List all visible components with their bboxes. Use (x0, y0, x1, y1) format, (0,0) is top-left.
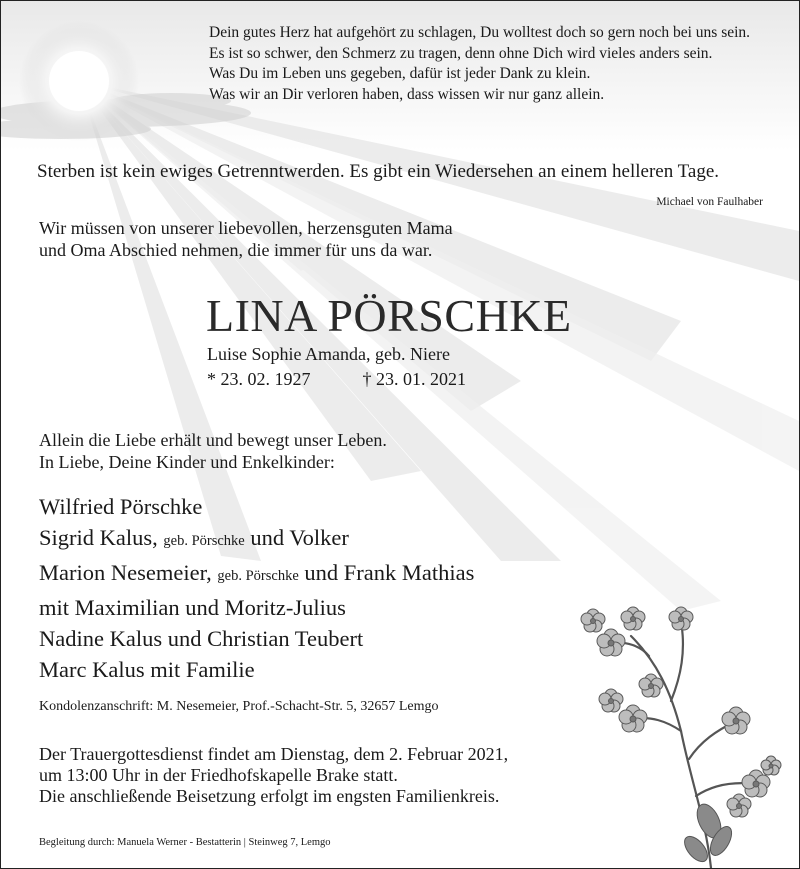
service-line: Der Trauergottesdienst findet am Dienstag, dem 2. Februar 2021, (39, 744, 509, 764)
intro (39, 217, 453, 261)
deceased-name: LINA PÖRSCHKE (206, 290, 572, 341)
funeral-service-info (39, 744, 508, 807)
love-line: Allein die Liebe erhält und bewegt unser Leben. (39, 430, 387, 450)
intro-line: Wir müssen von unserer liebevollen, herzensguten Mama (39, 218, 453, 238)
family-member (39, 522, 474, 557)
family-name: Sigrid Kalus, (39, 525, 158, 550)
love-statement (39, 429, 387, 473)
family-member: Marc Kalus mit Familie (39, 657, 255, 682)
birth-date: * 23. 02. 1927 (207, 369, 311, 389)
poem-line: Dein gutes Herz hat aufgehört zu schlagen, Du wolltest doch so gern noch bei uns sein. (209, 24, 751, 41)
maiden-name: geb. Pörschke (217, 568, 299, 584)
family-partner: und Frank Mathias (304, 560, 475, 585)
deceased-birthname: Luise Sophie Amanda, geb. Niere (207, 344, 450, 364)
maiden-name: geb. Pörschke (163, 533, 245, 549)
forget-me-not-icon (571, 581, 791, 868)
poem-line: Es ist so schwer, den Schmerz zu tragen, denn ohne Dich wird vieles anders sein. (209, 44, 713, 62)
quote-author: Michael von Faulhaber (656, 196, 763, 208)
family-name: Marion Nesemeier, (39, 560, 212, 585)
poem-line: Was Du im Leben uns gegeben, dafür ist jeder Dank zu klein. (209, 65, 591, 82)
poem-line: Was wir an Dir verloren haben, dass wissen wir nur ganz allein. (209, 85, 605, 103)
undertaker-footer: Begleitung durch: Manuela Werner - Bestatterin | Steinweg 7, Lemgo (39, 837, 331, 848)
family-list (39, 491, 474, 685)
life-dates (207, 369, 466, 390)
family-member: Wilfried Pörschke (39, 494, 203, 519)
family-member: Nadine Kalus und Christian Teubert (39, 626, 364, 651)
family-partner: und Volker (250, 525, 349, 550)
family-member (39, 557, 474, 592)
condolence-address: Kondolenzanschrift: M. Nesemeier, Prof.-Schacht-Str. 5, 32657 Lemgo (39, 699, 439, 714)
love-line: In Liebe, Deine Kinder und Enkelkinder: (39, 452, 335, 472)
poem (209, 23, 750, 105)
service-line: um 13:00 Uhr in der Friedhofskapelle Brake statt. (39, 765, 398, 785)
family-member: mit Maximilian und Moritz-Julius (39, 595, 346, 620)
intro-line: und Oma Abschied nehmen, die immer für uns da war. (39, 240, 433, 260)
service-line: Die anschließende Beisetzung erfolgt im engsten Familienkreis. (39, 786, 500, 806)
death-date: † 23. 01. 2021 (362, 369, 466, 389)
quote-text: Sterben ist kein ewiges Getrenntwerden. Es gibt ein Wiedersehen an einem helleren Tage. (37, 161, 720, 182)
